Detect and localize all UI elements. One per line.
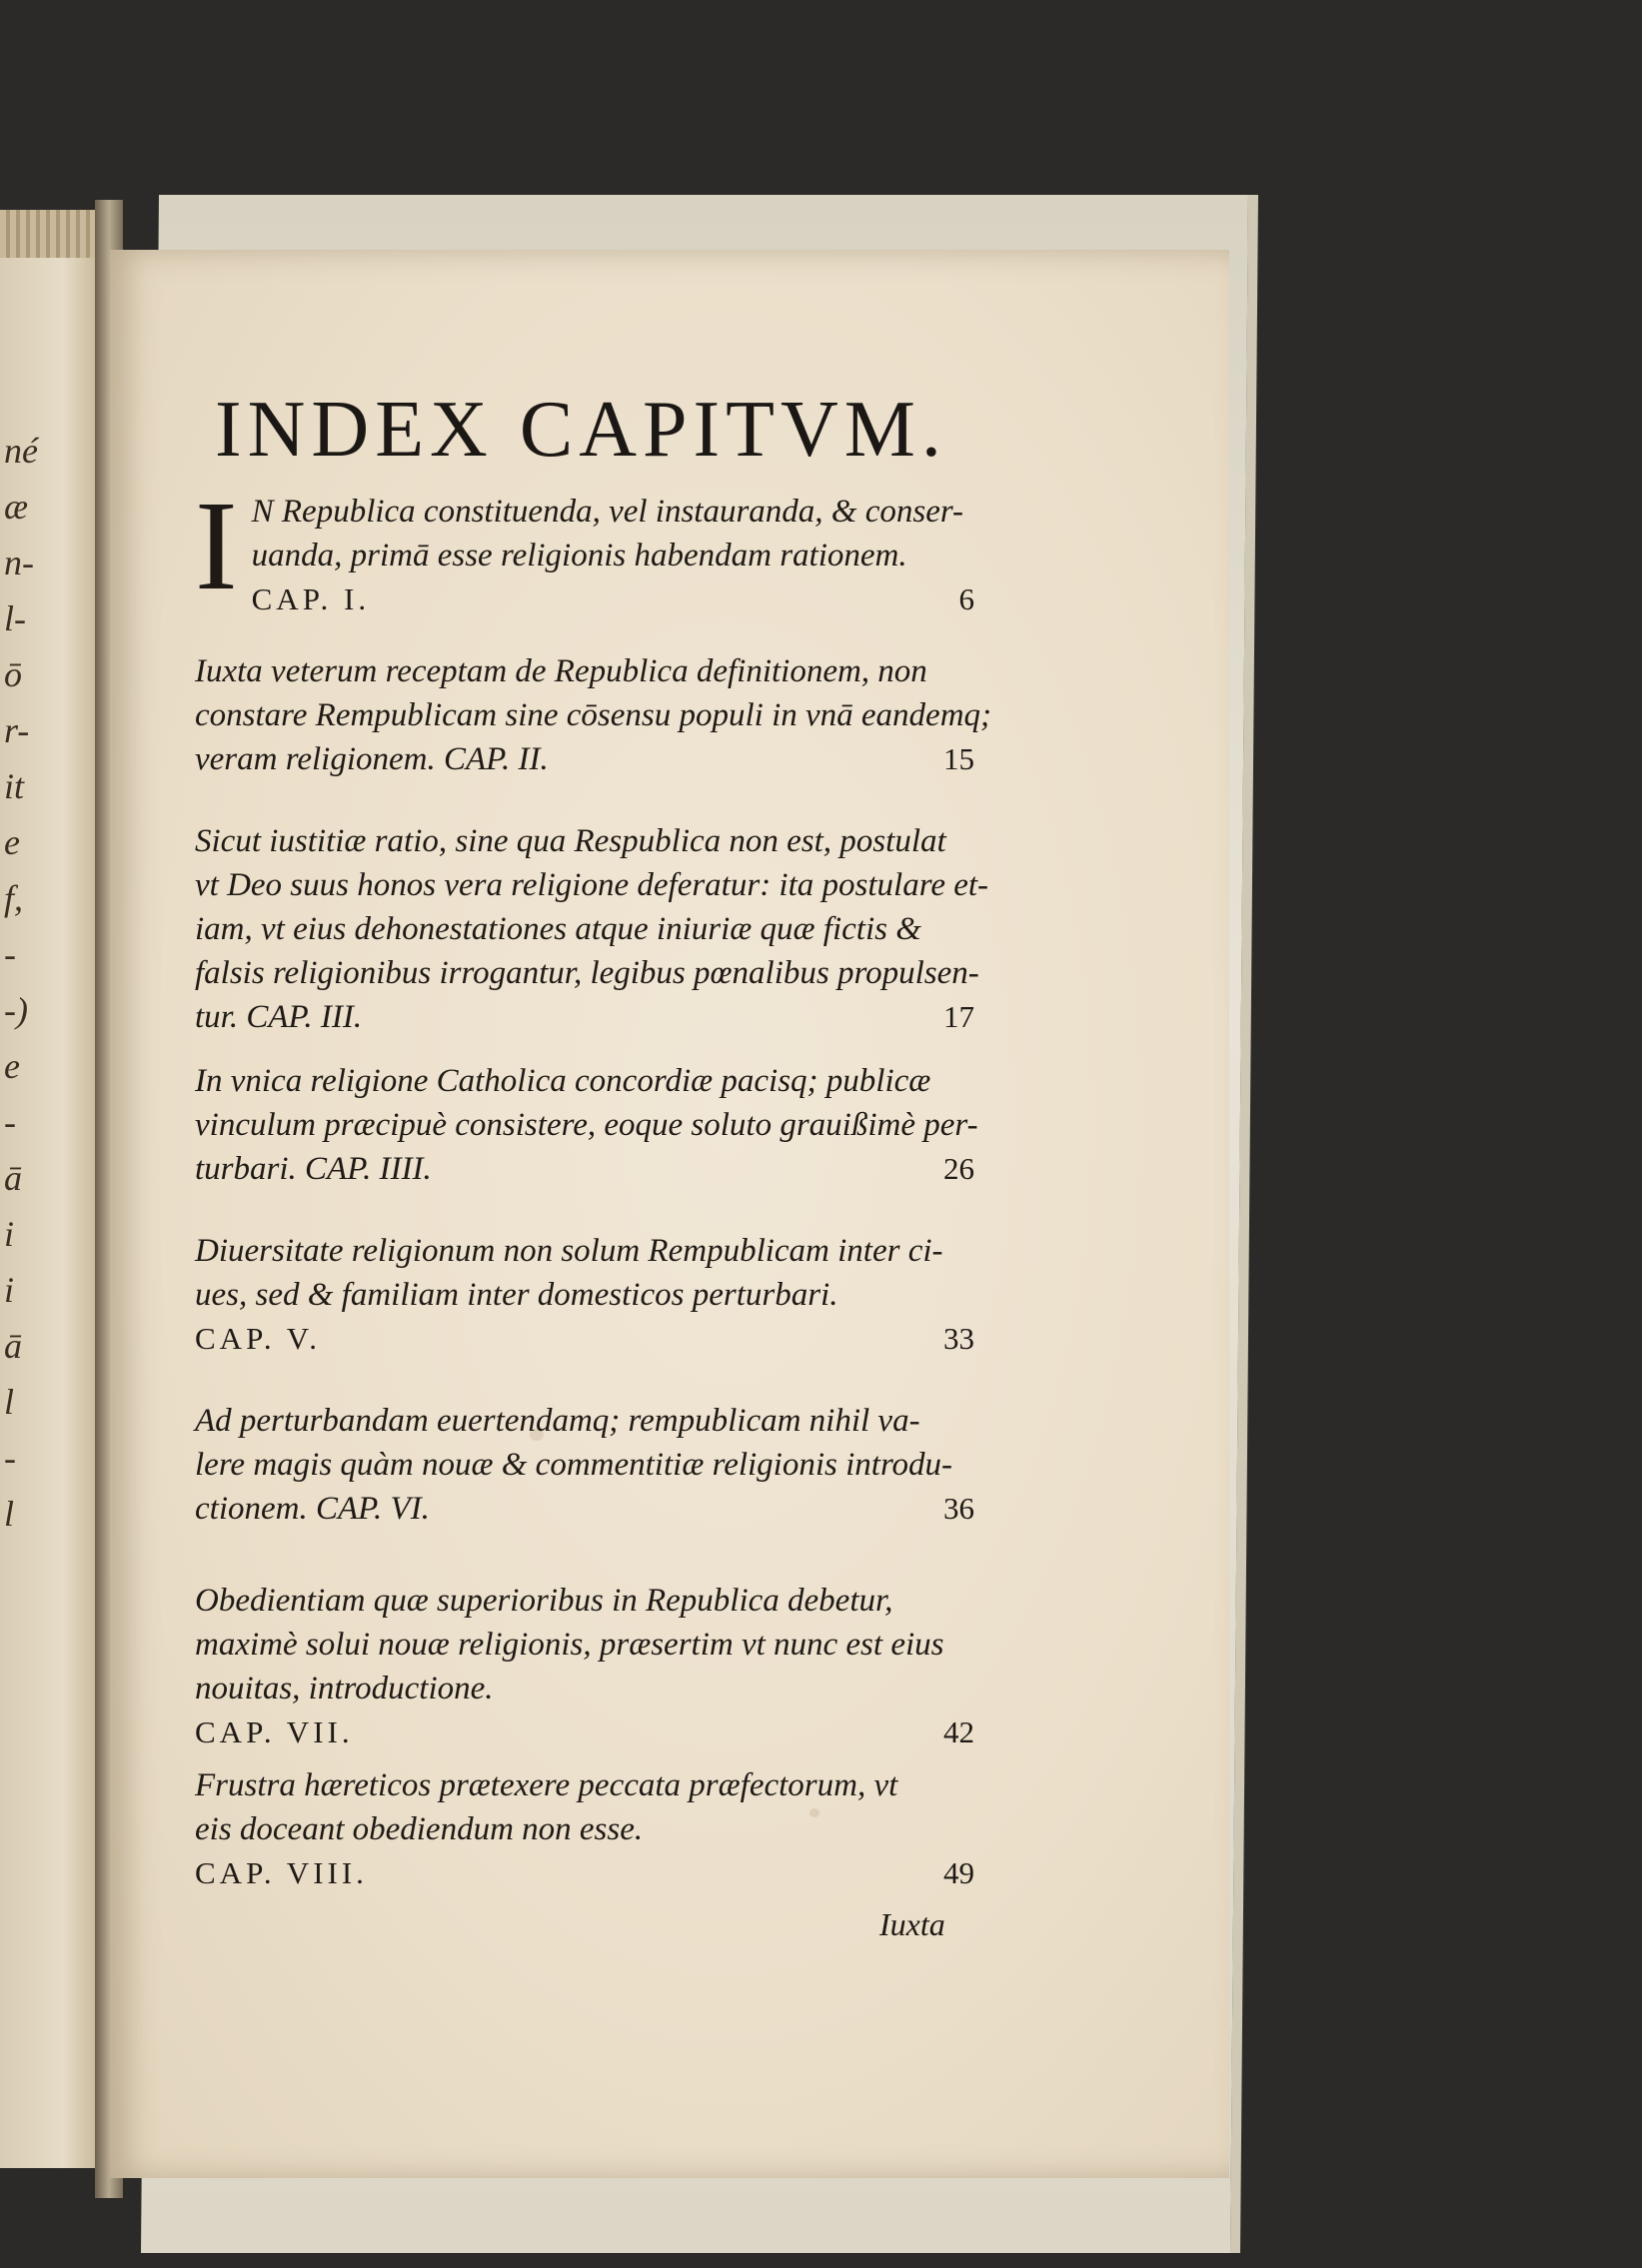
- entry-text-line: Frustra hæreticos prætexere peccata præfectorum, vt: [195, 1767, 898, 1803]
- entry-text-line: eis doceant obediendum non esse.: [195, 1811, 644, 1847]
- index-entry: [195, 475, 974, 621]
- left-page-text-fragment: i: [4, 1214, 15, 1254]
- entry-text-line: turbari. CAP. IIII.: [195, 1151, 432, 1187]
- chapter-label: CAP. I.: [251, 581, 371, 616]
- entry-text-line: In vnica religione Catholica concordiæ pacisq; publicæ: [195, 1063, 931, 1099]
- entry-text-line: constare Rempublicam sine cōsensu populi in vnā eandemq;: [195, 697, 992, 733]
- previous-page-edge: [0, 240, 105, 2168]
- left-page-text-fragment: r-: [4, 710, 30, 750]
- entry-text-line: Ad perturbandam euertendamq; rempublicam nihil va-: [195, 1403, 920, 1439]
- left-page-text-fragment: -): [4, 990, 28, 1030]
- entry-text-line: iam, vt eius dehonestationes atque iniuriæ quæ fictis &: [195, 911, 921, 947]
- index-entry: [195, 1579, 974, 1754]
- entry-text-line: lere magis quàm nouæ & commentitiæ religionis introdu-: [195, 1447, 953, 1483]
- left-page-text-fragment: ā: [4, 1326, 22, 1366]
- left-page-text-fragment: e: [4, 1046, 20, 1086]
- page-number: 6: [958, 581, 974, 616]
- left-page-text-fragment: -: [4, 1438, 16, 1478]
- entry-text-line: Obedientiam quæ superioribus in Republica debetur,: [195, 1583, 893, 1619]
- entry-text-line: tur. CAP. III.: [195, 999, 363, 1035]
- drop-cap: I: [195, 475, 238, 616]
- entry-text-line: falsis religionibus irrogantur, legibus pœnalibus propulsen-: [195, 955, 979, 991]
- page-number: 33: [943, 1321, 974, 1356]
- entry-text-line: vt Deo suus honos vera religione deferatur: ita postulare et-: [195, 867, 989, 903]
- left-page-text-fragment: e: [4, 822, 20, 862]
- entry-text-line: vinculum præcipuè consistere, eoque soluto grauißimè per-: [195, 1107, 978, 1143]
- left-page-text-fragment: -: [4, 1102, 16, 1142]
- left-page-text-fragment: l: [4, 1382, 15, 1422]
- page-number: 17: [943, 999, 974, 1034]
- left-page-text-fragment: æ: [4, 487, 29, 527]
- index-entry: [195, 1059, 978, 1191]
- entry-text-line: ctionem. CAP. VI.: [195, 1491, 430, 1527]
- page-number: 15: [943, 741, 974, 776]
- entry-text-line: veram religionem. CAP. II.: [195, 741, 549, 777]
- page-number: 26: [943, 1151, 974, 1186]
- entry-text-line: uanda, primā esse religionis habendam rationem.: [251, 538, 907, 573]
- chapter-label: CAP. V.: [195, 1321, 321, 1356]
- index-entry: [195, 649, 992, 781]
- page-title: INDEX CAPITVM.: [215, 386, 947, 474]
- left-page-text-fragment: ō: [4, 654, 22, 694]
- left-page-text-fragment: l-: [4, 598, 26, 638]
- entry-text-line: maximè solui nouæ religionis, præsertim vt nunc est eius: [195, 1627, 944, 1663]
- left-page-text-fragment: ā: [4, 1158, 22, 1198]
- page-number: 42: [943, 1714, 974, 1749]
- left-page-text-fragment: i: [4, 1270, 15, 1310]
- index-entry: [195, 1229, 974, 1361]
- entry-text-line: nouitas, introductione.: [195, 1671, 494, 1706]
- left-page-text-fragment: n-: [4, 543, 34, 582]
- left-page-text-fragment: -: [4, 934, 16, 974]
- chapter-label: CAP. VII.: [195, 1714, 354, 1749]
- left-page-text-fragment: l: [4, 1494, 15, 1534]
- left-page-text-fragment: f,: [4, 878, 24, 918]
- entry-text-line: ues, sed & familiam inter domesticos perturbari.: [195, 1277, 838, 1313]
- entry-text-line: Diuersitate religionum non solum Rempublicam inter ci-: [195, 1233, 943, 1269]
- index-entry: [195, 1763, 974, 1895]
- chapter-label: CAP. VIII.: [195, 1855, 368, 1890]
- page-number: 36: [943, 1491, 974, 1526]
- catchword: Iuxta: [879, 1906, 945, 1942]
- index-entry: [195, 1399, 974, 1531]
- left-page-text-fragment: né: [4, 431, 38, 471]
- index-entry: [195, 819, 989, 1039]
- entry-text-line: N Republica constituenda, vel instauranda, & conser-: [251, 494, 964, 530]
- entry-text-line: Sicut iustitiæ ratio, sine qua Respublica non est, postulat: [195, 823, 946, 859]
- page-number: 49: [943, 1855, 974, 1890]
- entry-text-line: Iuxta veterum receptam de Republica definitionem, non: [195, 653, 927, 689]
- left-page-text-fragment: it: [4, 766, 25, 806]
